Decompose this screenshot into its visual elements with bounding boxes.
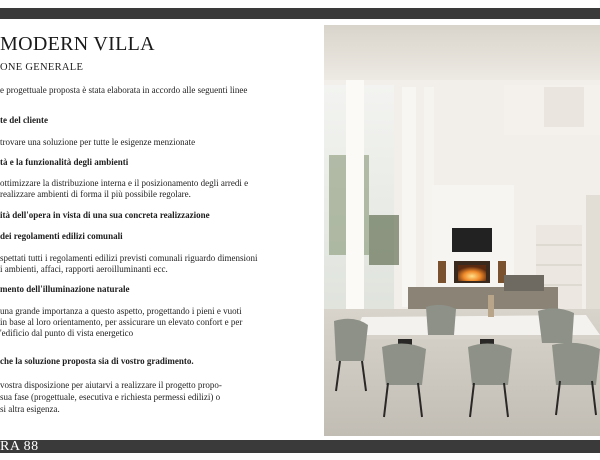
body-functionality-1: ottimizzare la distribuzione interna e il posizionamento degli arredi e [0, 178, 249, 188]
body-functionality-2: realizzare ambienti di forma il più possibile regolare. [0, 189, 191, 199]
body-lighting-1: una grande importanza a questo aspetto, progettando i pieni e vuoti [0, 306, 242, 316]
heading-client: te del cliente [0, 115, 48, 125]
page-title: MODERN VILLA [0, 33, 155, 55]
heading-functionality: tà e la funzionalità degli ambienti [0, 157, 129, 167]
closing-line-2: sua fase (progettuale, esecutiva e richiesta permessi edilizi) o [0, 392, 221, 402]
top-bar [0, 8, 600, 19]
heading-lighting: mento dell'illuminazione naturale [0, 284, 130, 294]
intro-text: e progettuale proposta è stata elaborata in accordo alle seguenti linee [0, 85, 248, 95]
body-lighting-2: in base al loro orientamento, per assicurare un elevato confort e per [0, 317, 243, 327]
body-regulations-1: spettati tutti i regolamenti edilizi previsti comunali riguardo dimensioni [0, 253, 258, 263]
body-lighting-3: 'edificio dal punto di vista energetico [0, 328, 134, 338]
body-regulations-2: i ambienti, affaci, rapporti aeroilluminanti ecc. [0, 264, 168, 274]
footer-label: RA 88 [0, 439, 39, 454]
closing-heading: che la soluzione proposta sia di vostro gradimento. [0, 356, 194, 366]
villa-interior-illustration [324, 25, 600, 436]
heading-feasibility: ità dell'opera in vista di una sua concreta realizzazione [0, 210, 210, 220]
villa-interior-photo [324, 25, 600, 436]
closing-line-1: vostra disposizione per aiutarvi a realizzare il progetto propo- [0, 380, 222, 390]
closing-line-3: si altra esigenza. [0, 404, 60, 414]
bottom-bar [0, 440, 600, 453]
body-client: trovare una soluzione per tutte le esigenze menzionate [0, 137, 196, 147]
section-subtitle: ONE GENERALE [0, 62, 84, 73]
heading-regulations: dei regolamenti edilizi comunali [0, 231, 123, 241]
